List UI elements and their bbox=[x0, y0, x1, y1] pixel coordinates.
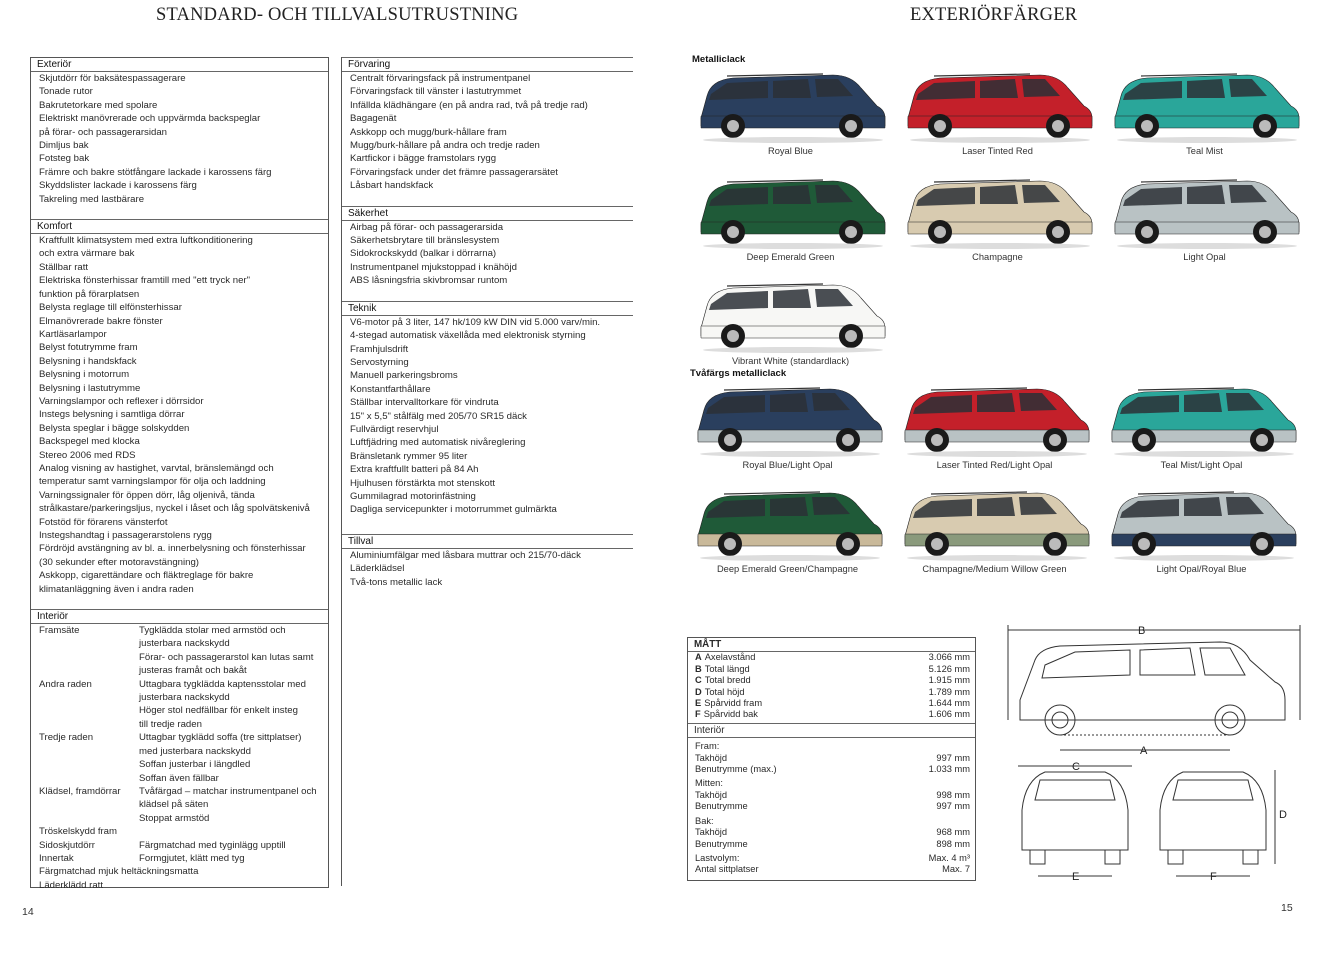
dimension-label: Lastvolym: bbox=[695, 852, 740, 863]
dimension-row bbox=[688, 864, 975, 875]
equipment-item: Ställbar intervalltorkare för vindruta bbox=[350, 397, 499, 409]
equipment-item: Kraftfullt klimatsystem med extra luftkonditionering och extra värmare bak bbox=[39, 235, 253, 260]
equipment-item: Backspegel med klocka bbox=[39, 436, 140, 448]
section-header: Teknik bbox=[342, 301, 633, 316]
section-header: Förvaring bbox=[342, 57, 633, 72]
label-f: F bbox=[1210, 871, 1217, 883]
dimension-row bbox=[688, 709, 975, 720]
color-name: Royal Blue bbox=[768, 146, 813, 156]
rear-view-outline bbox=[1160, 772, 1266, 850]
equipment-item: Läderklädsel bbox=[350, 563, 405, 575]
section-säkerhet bbox=[342, 206, 633, 288]
interior-label: Andra raden bbox=[39, 678, 92, 690]
page-number-left: 14 bbox=[22, 906, 34, 918]
equipment-item: Skyddslister lackade i karossens färg bbox=[39, 180, 197, 192]
color-swatch-champagne-medium-willow-green bbox=[897, 484, 1092, 574]
interior-label: Tredje raden bbox=[39, 732, 94, 744]
dimension-label: Total bredd bbox=[704, 675, 751, 686]
equipment-item: Låsbart handskfack bbox=[350, 180, 434, 192]
interior-dimensions-header: Interiör bbox=[688, 723, 975, 738]
interior-value: Förar- och passagerarstol kan lutas samt justeras framåt och bakåt bbox=[139, 651, 314, 677]
right-page-title: EXTERIÖRFÄRGER bbox=[910, 5, 1078, 25]
equipment-item: Skjutdörr för baksätespassagerare bbox=[39, 73, 186, 84]
equipment-item: Tonade rutor bbox=[39, 86, 93, 98]
equipment-item: Kartfickor i bägge framstolars rygg bbox=[350, 153, 497, 165]
equipment-item: Sidokrockskydd (balkar i dörrarna) bbox=[350, 248, 497, 260]
interior-label: Klädsel, framdörrar bbox=[39, 785, 121, 797]
equipment-item: Belyst fotutrymme fram bbox=[39, 342, 138, 354]
equipment-item: Elektriska fönsterhissar framtill med "ett tryck ner" funktion på förarplatsen bbox=[39, 275, 251, 300]
dimension-value: 1.033 mm bbox=[928, 764, 970, 775]
equipment-item: Ställbar ratt bbox=[39, 261, 89, 273]
interior-row bbox=[31, 852, 328, 865]
car-image bbox=[1107, 172, 1302, 250]
color-swatch-light-opal bbox=[1107, 172, 1302, 262]
equipment-item: 4-stegad automatisk växellåda med elektronisk styrning bbox=[350, 330, 586, 342]
equipment-item: Varningslampor och reflexer i dörrsidor bbox=[39, 395, 204, 407]
dimension-label: Total längd bbox=[704, 663, 750, 674]
section-teknik bbox=[342, 301, 633, 517]
car-image bbox=[900, 172, 1095, 250]
group-title: Mitten: bbox=[695, 778, 723, 789]
color-name: Laser Tinted Red/Light Opal bbox=[936, 460, 1053, 470]
equipment-item: Instegshandtag i passagerarstolens rygg bbox=[39, 530, 212, 541]
color-swatch-deep-emerald-green bbox=[693, 172, 888, 262]
interior-value: Tvåfärgad – matchar instrumentpanel och klädsel på säten bbox=[139, 785, 317, 811]
interior-value: Färgmatchad med tyginlägg upptill bbox=[139, 839, 286, 851]
color-name: Champagne/Medium Willow Green bbox=[922, 564, 1067, 574]
interior-value: Stoppat armstöd bbox=[139, 812, 210, 824]
interior-value: Tygklädda stolar med armstöd och justerbara nackskydd bbox=[139, 625, 286, 650]
equipment-column-1 bbox=[30, 57, 329, 891]
dimension-key: D bbox=[695, 686, 702, 697]
equipment-item: Aluminiumfälgar med låsbara muttrar och 215/70-däck bbox=[350, 549, 581, 561]
dimension-value: Max. 4 m³ bbox=[928, 852, 970, 863]
left-page-title: STANDARD- OCH TILLVALSUTRUSTNING bbox=[156, 5, 519, 25]
color-swatch-laser-tinted-red-light-opal bbox=[897, 380, 1092, 470]
car-image bbox=[690, 380, 885, 458]
color-swatch-laser-tinted-red bbox=[900, 66, 1095, 156]
equipment-item: Manuell parkeringsbroms bbox=[350, 370, 458, 382]
dimension-key: B bbox=[695, 663, 702, 674]
equipment-item: Takreling med lastbärare bbox=[39, 193, 145, 205]
dimension-value: Max. 7 bbox=[942, 864, 970, 875]
dimension-label: Benutrymme (max.) bbox=[695, 764, 777, 775]
equipment-item: Servostyrning bbox=[350, 356, 409, 368]
interior-value: Uttagbara tygklädda kaptensstolar med justerbara nackskydd bbox=[139, 678, 306, 704]
page-number-right: 15 bbox=[1281, 902, 1293, 914]
equipment-item: Framhjulsdrift bbox=[350, 343, 409, 355]
equipment-item: Två-tons metallic lack bbox=[350, 576, 443, 588]
color-name: Deep Emerald Green bbox=[746, 252, 835, 262]
equipment-item: Belysning i handskfack bbox=[39, 355, 137, 367]
equipment-item: Belysta speglar i bägge solskydden bbox=[39, 422, 190, 434]
color-swatch-teal-mist bbox=[1107, 66, 1302, 156]
dimension-label: Takhöjd bbox=[695, 752, 728, 763]
equipment-item: Infällda klädhängare (en på andra rad, två på tredje rad) bbox=[350, 99, 588, 111]
equipment-item: Färgmatchad mjuk heltäckningsmatta bbox=[39, 866, 199, 878]
equipment-item: Airbag på förar- och passagerarsida bbox=[350, 221, 504, 233]
equipment-item: Säkerhetsbrytare till bränslesystem bbox=[350, 235, 500, 247]
dimensions-table bbox=[687, 637, 976, 881]
dimension-key: E bbox=[695, 698, 702, 709]
color-name: Royal Blue/Light Opal bbox=[742, 460, 833, 470]
equipment-item: Instrumentpanel mjukstoppad i knähöjd bbox=[350, 261, 517, 273]
dimension-label: Axelavstånd bbox=[704, 652, 756, 663]
equipment-item: Centralt förvaringsfack på instrumentpanel bbox=[350, 73, 531, 84]
equipment-item: Konstantfarthållare bbox=[350, 383, 431, 395]
interior-row bbox=[31, 678, 328, 732]
color-name: Deep Emerald Green/Champagne bbox=[716, 564, 859, 574]
interior-value: Formgjutet, klätt med tyg bbox=[139, 852, 245, 864]
interior-row bbox=[31, 785, 328, 825]
group-title: Fram: bbox=[695, 741, 720, 752]
dimension-row bbox=[688, 687, 975, 698]
equipment-item: Fotsteg bak bbox=[39, 153, 90, 165]
equipment-item: Bakrutetorkare med spolare bbox=[39, 99, 158, 111]
equipment-item: Varningssignaler för öppen dörr, låg oljenivå, tända strålkastare/parkeringsljus, nyckel i låset och låg spolvätskenivå bbox=[39, 489, 310, 515]
dimension-row bbox=[688, 698, 975, 709]
equipment-item: Askkopp, cigarettändare och fläktreglage för bakre klimatanläggning även i andra raden bbox=[39, 570, 254, 595]
car-image bbox=[693, 66, 888, 144]
dimension-value: 3.066 mm bbox=[928, 652, 970, 663]
dimension-value: 1.789 mm bbox=[928, 686, 970, 697]
equipment-item: Gummilagrad motorinfästning bbox=[350, 490, 476, 502]
dimension-value: 898 mm bbox=[936, 838, 970, 849]
dimension-label: Total höjd bbox=[704, 686, 745, 697]
interior-row bbox=[31, 731, 328, 785]
equipment-item: Kartläsarlampor bbox=[39, 328, 107, 340]
car-image bbox=[1107, 66, 1302, 144]
dimension-value: 5.126 mm bbox=[928, 663, 970, 674]
interior-label: Sidoskjutdörr bbox=[39, 839, 95, 851]
section-komfort bbox=[31, 219, 328, 596]
dimension-row bbox=[688, 675, 975, 686]
dimension-key: F bbox=[695, 709, 701, 720]
dimension-value: 968 mm bbox=[936, 827, 970, 838]
equipment-item: Mugg/burk-hållare på andra och tredje raden bbox=[350, 140, 540, 152]
section-förvaring bbox=[342, 57, 633, 193]
interior-row bbox=[31, 825, 328, 838]
label-c: C bbox=[1072, 761, 1080, 773]
section-header: Komfort bbox=[31, 219, 328, 234]
color-swatch-teal-mist-light-opal bbox=[1104, 380, 1299, 470]
color-swatch-light-opal-royal-blue bbox=[1104, 484, 1299, 574]
color-name: Vibrant White (standardlack) bbox=[731, 356, 850, 366]
dimensions-header: MÅTT bbox=[688, 638, 975, 652]
dimension-key: C bbox=[695, 675, 702, 686]
front-view-outline bbox=[1022, 772, 1128, 850]
dimension-row bbox=[688, 790, 975, 801]
color-swatch-deep-emerald-green-champagne bbox=[690, 484, 885, 574]
equipment-item: Extra kraftfullt batteri på 84 Ah bbox=[350, 464, 479, 476]
dimension-key: A bbox=[695, 652, 702, 663]
car-image bbox=[693, 276, 888, 354]
section-header: Tillval bbox=[342, 534, 633, 549]
dimension-label: Benutrymme bbox=[695, 801, 748, 812]
car-image bbox=[900, 66, 1095, 144]
dimension-value: 997 mm bbox=[936, 801, 970, 812]
color-swatch-royal-blue-light-opal bbox=[690, 380, 885, 470]
equipment-item: Belysning i motorrum bbox=[39, 369, 130, 381]
dimension-row bbox=[688, 827, 975, 838]
section-header: Exteriör bbox=[31, 58, 328, 72]
group-title: Bak: bbox=[695, 815, 714, 826]
dimension-row bbox=[688, 664, 975, 675]
interior-value: Soffan även fällbar bbox=[139, 772, 219, 784]
equipment-item: 15" x 5,5" stålfälg med 205/70 SR15 däck bbox=[350, 410, 527, 422]
label-a: A bbox=[1140, 745, 1148, 757]
interior-row bbox=[31, 624, 328, 678]
section-header: Interiör bbox=[31, 609, 328, 624]
equipment-column-2 bbox=[341, 57, 633, 886]
color-swatch-champagne bbox=[900, 172, 1095, 262]
color-name: Teal Mist bbox=[1186, 146, 1223, 156]
dimension-label: Spårvidd fram bbox=[704, 698, 763, 709]
car-image bbox=[897, 484, 1092, 562]
equipment-item: Belysta reglage till elfönsterhissar bbox=[39, 302, 182, 314]
section-interior bbox=[31, 609, 328, 892]
equipment-item: Elektriskt manövrerade och uppvärmda backspeglar på förar- och passagerarsidan bbox=[39, 113, 261, 138]
interior-value: Höger stol nedfällbar för enkelt insteg till tredje raden bbox=[139, 705, 298, 730]
label-b: B bbox=[1138, 625, 1146, 637]
dimension-label: Spårvidd bak bbox=[703, 709, 758, 720]
equipment-item: Fullvärdigt reservhjul bbox=[350, 423, 439, 435]
metallic-heading: Metalliclack bbox=[692, 54, 746, 65]
interior-row bbox=[31, 839, 328, 852]
label-d: D bbox=[1279, 809, 1287, 821]
equipment-item: ABS låsningsfria skivbromsar runtom bbox=[350, 275, 508, 287]
interior-value: Uttagbar tygklädd soffa (tre sittplatser) med justerbara nackskydd bbox=[139, 732, 302, 757]
dimension-label: Benutrymme bbox=[695, 838, 748, 849]
color-name: Teal Mist/Light Opal bbox=[1160, 460, 1243, 470]
car-image bbox=[690, 484, 885, 562]
interior-label: Framsäte bbox=[39, 625, 80, 637]
two-tone-heading: Tvåfärgs metalliclack bbox=[690, 368, 787, 379]
dimension-value: 1.644 mm bbox=[928, 698, 970, 709]
dimension-diagram bbox=[1000, 620, 1310, 890]
equipment-item: Luftfjädring med automatisk nivåreglering bbox=[350, 437, 526, 449]
dimension-value: 1.606 mm bbox=[928, 709, 970, 720]
equipment-item: Förvaringsfack under det främre passagerarsätet bbox=[350, 166, 558, 178]
equipment-item: Bränsletank rymmer 95 liter bbox=[350, 450, 468, 462]
dimension-row bbox=[688, 801, 975, 812]
equipment-item: Askkopp och mugg/burk-hållare fram bbox=[350, 126, 507, 138]
equipment-item: Dagliga servicepunkter i motorrummet gulmärkta bbox=[350, 504, 557, 516]
color-swatch-royal-blue bbox=[693, 66, 888, 156]
side-view-outline bbox=[1020, 642, 1285, 720]
equipment-item: Analog visning av hastighet, varvtal, bränslemängd och temperatur samt varningslampor för olja och laddning bbox=[39, 462, 274, 488]
dimension-row bbox=[688, 753, 975, 764]
equipment-item: Främre och bakre stötfångare lackade i karossens färg bbox=[39, 166, 272, 178]
dimension-row bbox=[688, 853, 975, 864]
dimension-value: 1.915 mm bbox=[928, 675, 970, 686]
equipment-item: Stereo 2006 med RDS bbox=[39, 449, 136, 461]
equipment-item: Instegs belysning i samtliga dörrar bbox=[39, 409, 185, 421]
section-exteriör bbox=[31, 58, 328, 206]
interior-value: Soffan justerbar i längdled bbox=[139, 759, 251, 771]
equipment-item: V6-motor på 3 liter, 147 hk/109 kW DIN vid 5.000 varv/min. bbox=[350, 316, 601, 328]
dimension-value: 997 mm bbox=[936, 752, 970, 763]
equipment-item: Bagagenät bbox=[350, 113, 397, 125]
dimension-label: Takhöjd bbox=[695, 789, 728, 800]
dimension-row bbox=[688, 764, 975, 775]
interior-label: Tröskelskydd fram bbox=[39, 826, 118, 838]
color-name: Light Opal bbox=[1183, 252, 1226, 262]
dimension-value: 998 mm bbox=[936, 789, 970, 800]
dimension-label: Takhöjd bbox=[695, 827, 728, 838]
equipment-item: Fördröjd avstängning av bl. a. innerbelysning och fönsterhissar (30 sekunder efter motoravstängning) bbox=[39, 543, 306, 568]
interior-label: Innertak bbox=[39, 852, 74, 864]
equipment-item: Dimljus bak bbox=[39, 140, 89, 152]
dimension-row bbox=[688, 652, 975, 663]
color-name: Laser Tinted Red bbox=[962, 146, 1033, 156]
section-header: Säkerhet bbox=[342, 206, 633, 221]
equipment-item: Hjulhusen förstärkta mot stenskott bbox=[350, 477, 496, 489]
car-image bbox=[1104, 484, 1299, 562]
equipment-item: Fotstöd för förarens vänsterfot bbox=[39, 516, 168, 528]
color-name: Light Opal/Royal Blue bbox=[1156, 564, 1247, 574]
equipment-item: Belysning i lastutrymme bbox=[39, 382, 141, 394]
dimension-row bbox=[688, 839, 975, 850]
label-e: E bbox=[1072, 871, 1080, 883]
car-image bbox=[1104, 380, 1299, 458]
color-swatch-vibrant-white-standardlack- bbox=[693, 276, 888, 366]
dimension-label: Antal sittplatser bbox=[695, 864, 759, 875]
equipment-item: Läderklädd ratt bbox=[39, 879, 103, 891]
car-image bbox=[693, 172, 888, 250]
car-image bbox=[897, 380, 1092, 458]
section-tillval bbox=[342, 534, 633, 589]
color-name: Champagne bbox=[972, 252, 1023, 262]
equipment-item: Förvaringsfack till vänster i lastutrymmet bbox=[350, 86, 522, 98]
equipment-item: Elmanövrerade bakre fönster bbox=[39, 315, 163, 327]
